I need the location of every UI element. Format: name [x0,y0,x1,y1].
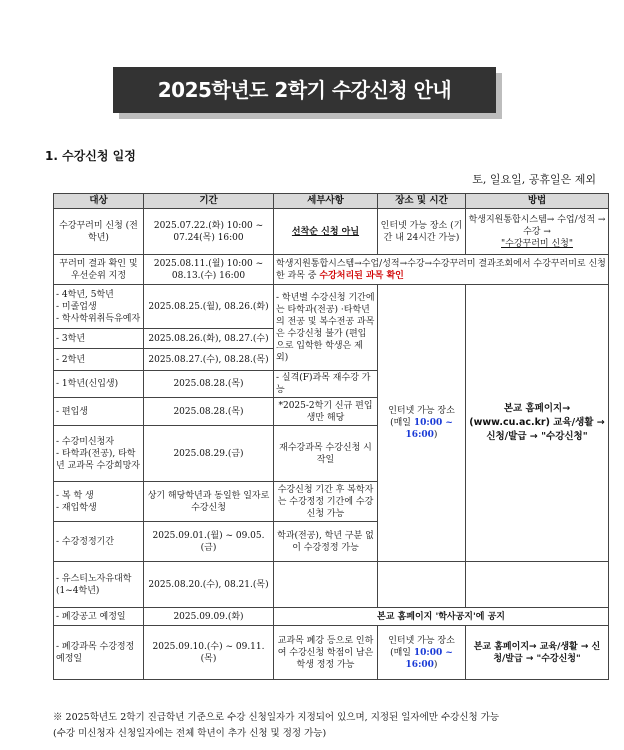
method-cell: 본교 홈페이지→ 교육/생활 → 신청/발급 → "수강신청" [466,626,609,680]
place-text: 인터넷 가능 장소 [388,406,455,416]
target-cell: 꾸러미 결과 확인 및 우선순위 지정 [54,255,144,285]
place-time: 10:00 ~ 16:00 [405,647,453,670]
table-header-row [54,194,609,209]
period-cell: 2025.08.11.(월) 10:00 ~ 08.13.(수) 16:00 [144,255,274,285]
page-title: 2025학년도 2학기 수강신청 안내 [157,78,452,102]
detail-cell: - 실격(F)과목 재수강 가능 [274,371,378,398]
period-cell: 2025.08.28.(목) [144,398,274,426]
place-text: ) [433,659,438,670]
period-cell: 2025.08.25.(월), 08.26.(화) [144,285,274,329]
target-cell: - 폐강공고 예정일 [54,608,144,626]
place-text: 인터넷 가능 장소 [388,635,455,646]
target-cell: - 1학년(신입생) [54,371,144,398]
detail-cell: 재수강과목 수강신청 시작일 [274,426,378,482]
schedule-table [53,193,609,680]
method-cell: 본교 홈페이지→ (www.cu.ac.kr) 교육/생활 → 신청/발급 → "수강신청" [466,285,609,562]
target-cell: 수강꾸러미 신청 (전학년) [54,209,144,255]
place-cell [378,285,466,562]
detail-cell [274,562,378,608]
target-cell: - 폐강과목 수강정정 예정일 [54,626,144,680]
detail-text: 선착순 신청 아님 [291,226,360,237]
target-cell: - 3학년 [54,329,144,349]
holiday-note: 토, 일요일, 공휴일은 제외 [472,173,596,186]
header-period: 기간 [144,194,274,209]
method-cell [466,209,609,255]
section-title: 1. 수강신청 일정 [45,149,136,163]
period-cell: 2025.08.29.(금) [144,426,274,482]
detail-cell: - 학년별 수강신청 기간에는 타학과(전공) ·타학년의 전공 및 복수전공 과목은 수강신청 불가 (편입으로 입학한 학생은 제외) [274,285,378,371]
footnote-line: ※ 2025학년도 2학기 진급학년 기준으로 수강 신청일자가 지정되어 있으며, 지정된 일자에만 수강신청 가능 [53,712,500,723]
table-row [54,608,609,626]
detail-cell: *2025-2학기 신규 편입생만 해당 [274,398,378,426]
period-cell: 2025.07.22.(화) 10:00 ~ 07.24(목) 16:00 [144,209,274,255]
place-cell: 인터넷 가능 장소 (기간 내 24시간 가능) [378,209,466,255]
table-row [54,626,609,680]
method-emphasis: "수강꾸러미 신청" [501,238,573,249]
period-cell: 상기 해당학년과 동일한 일자로 수강신청 [144,482,274,522]
detail-cell [274,209,378,255]
detail-cell: 학과(전공), 학년 구분 없이 수강정정 가능 [274,522,378,562]
detail-cell [274,255,609,285]
header-place: 장소 및 시간 [378,194,466,209]
period-cell: 2025.09.09.(화) [144,608,274,626]
table-row [54,562,609,608]
place-time: 10:00 ~ 16:00 [405,418,453,440]
detail-highlight: 수강처리된 과목 확인 [319,270,404,281]
table-row [54,285,609,329]
table-row [54,255,609,285]
method-cell [466,562,609,608]
place-text: (매일 [390,647,414,658]
place-cell [378,626,466,680]
period-cell: 2025.08.26.(화), 08.27.(수) [144,329,274,349]
detail-cell: 수강신청 기간 후 복학자는 수강정정 기간에 수강신청 가능 [274,482,378,522]
target-cell: - 4학년, 5학년 - 미졸업생 - 학사학위취득유예자 [54,285,144,329]
period-cell: 2025.08.20.(수), 08.21.(목) [144,562,274,608]
target-cell: - 유스티노자유대학 (1~4학년) [54,562,144,608]
header-target: 대상 [54,194,144,209]
method-text: 학생지원통합시스템→ 수업/성적 → 수강 → [468,214,606,237]
target-cell: - 수강정정기간 [54,522,144,562]
title-banner [113,67,496,113]
header-method: 방법 [466,194,609,209]
period-cell: 2025.08.28.(목) [144,371,274,398]
period-cell: 2025.08.27.(수), 08.28.(목) [144,349,274,371]
detail-cell: 본교 홈페이지 '학사공지'에 공지 [274,608,609,626]
detail-text: 학생지원통합시스템→수업/성적→수강→수강꾸러미 결과조회에서 수강꾸러미로 신청한 과목 중 [276,258,606,281]
target-cell: - 2학년 [54,349,144,371]
period-cell: 2025.09.10.(수) ~ 09.11.(목) [144,626,274,680]
target-cell: - 수강미신청자 - 타학과(전공), 타학년 교과목 수강희망자 [54,426,144,482]
target-cell: - 편입생 [54,398,144,426]
place-text: ) [433,430,438,440]
footnote-line: (수강 미신청자 신청일자에는 전체 학년이 추가 신청 및 정정 가능) [53,728,327,739]
header-detail: 세부사항 [274,194,378,209]
place-cell [378,562,466,608]
period-cell: 2025.09.01.(월) ~ 09.05.(금) [144,522,274,562]
detail-cell: 교과목 폐강 등으로 인하여 수강신청 학점이 남은 학생 정정 가능 [274,626,378,680]
table-row [54,209,609,255]
target-cell: - 복 학 생 - 재입학생 [54,482,144,522]
place-text: (매일 [390,418,414,428]
